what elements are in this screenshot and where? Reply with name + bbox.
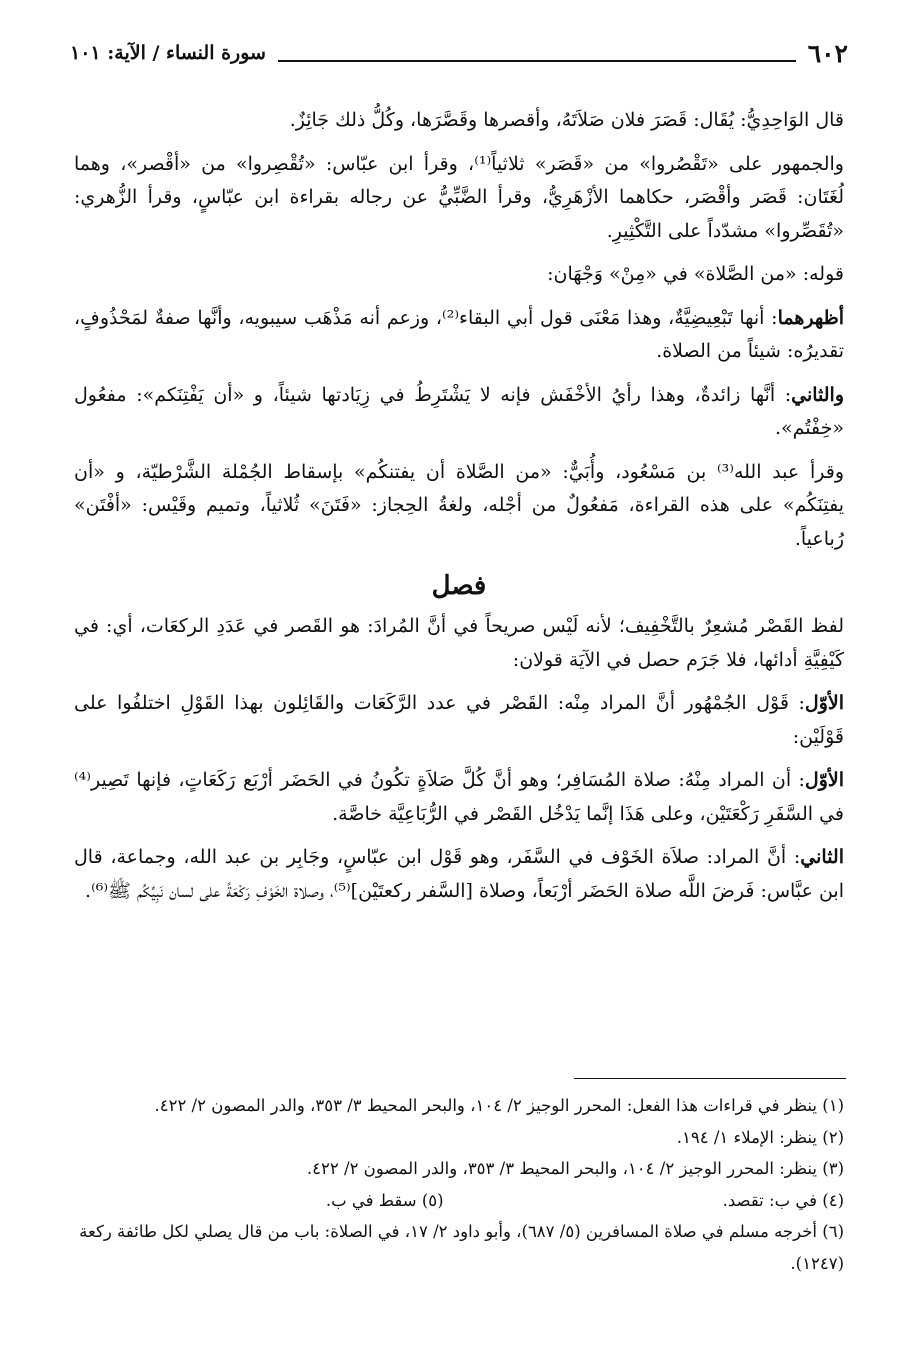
page-number: ٦٠٢ [807, 38, 848, 68]
footnote-row-4-5 [74, 1185, 844, 1217]
text-thani-1: : أنَّها زائدةٌ، وهذا رأيُ الأخْفَش فإنه لا يَشْتَرِطُ في زِيَادتها شيئاً، و «أن يَفْتِنَكم»: مفعُول «خِفْتُم». [74, 383, 844, 439]
paragraph-awwal-1 [74, 687, 844, 754]
paragraph-readings: والجمهور على «تَقْصُروا» من «قَصَر» ثلاثياً⁽¹⁾، وقرأ ابن عبّاس: «تُقْصِروا» من «أقْصر»، وهما لُغَتَان: قَصَر وأقْصَر، حكاهما الأزْهَرِيُّ، وقرأ الضَّبِّيُّ عن رجاله بقراءة ابن عبّاسٍ، وقرأ الزُّهري: «تُقَصِّروا» مشدّداً على التَّكْثِيرِ. [74, 152, 844, 242]
lead-thani-1: والثاني [791, 383, 844, 406]
main-text [74, 104, 844, 918]
paragraph-thani-2 [74, 841, 844, 908]
text-azhar: : أنها تَبْعِيضِيَّةٌ، وهذا مَعْنَى قول أبي البقاء⁽²⁾، وزعم أنه مَذْهَب سيبويه، وأنَّها صفةٌ لمَحْذُوفٍ، تقديرُه: شيئاً من الصلاة. [74, 306, 844, 362]
footnote-2: (٢) ينظر: الإملاء ١/ ١٩٤. [676, 1127, 844, 1147]
text-thani-2: : أنَّ المراد: صلاَة الخَوْف في السَّفَر، وهو قَوْل ابن عبّاسٍ، وجَابِر بن عبد الله، وجماعة، قال ابن عبَّاس: فَرضَ اللَّه صلاة الحَضَر أرْبَعاً، وصلاة [السَّفر ركعتَيْن]⁽⁵⁾، وصلاة الخَوْفِ رَكْعَةً على لسان نَبِيِّكُم ﷺ⁽⁶⁾. [74, 846, 844, 902]
paragraph-azhar [74, 302, 844, 369]
text-awwal-2: : أن المراد مِنْهُ: صلاة المُسَافِر؛ وهو أنَّ كُلَّ صَلاَةٍ تكُونُ في الحَضَر أرْبَع رَكَعَاتٍ، فإنها تَصِير⁽⁴⁾ في السَّفَرِ رَكْعَتَيْن، وعلى هَذَا إنَّما يَدْخُل القَصْر في الرُّبَاعِيَّة خاصَّة. [74, 769, 844, 825]
section-title: فصل [431, 571, 487, 601]
lead-thani-2: الثاني [800, 846, 844, 868]
footnotes [74, 1090, 844, 1279]
paragraph-awwal-2 [74, 764, 844, 831]
lead-awwal-2: الأوّل [804, 769, 844, 791]
paragraph-lafz: لفظ القَصْر مُشعِرٌ بالتَّخْفِيف؛ لأنه لَيْس صريحاً في أنَّ المُرادَ: هو القَصر في عَدَدِ الركعَات، أي: في كَيْفِيَّةِ أدائها، فلا جَرَم حصل في الآيَة قولان: [74, 615, 844, 671]
paragraph-thani-1 [74, 379, 844, 446]
footnote-1: (١) ينظر في قراءات هذا الفعل: المحرر الوجيز ٢/ ١٠٤، والبحر المحيط ٣/ ٣٥٣، والدر المصون ٢/ ٤٢٢. [154, 1096, 844, 1115]
footnote-4: (٤) في ب: تقصد. [722, 1190, 844, 1210]
lead-awwal-1: الأوّل [804, 692, 844, 714]
footnote-3: (٣) ينظر: المحرر الوجيز ٢/ ١٠٤، والبحر المحيط ٣/ ٣٥٣، والدر المصون ٢/ ٤٢٢. [306, 1159, 844, 1178]
text-awwal-1: : قَوْل الجُمْهُور أنَّ المراد مِنْه: القَصْر في عدد الرَّكَعَات والقَائِلون بهذا القَوْلِ اختلفُوا على قَوْلَيْن: [74, 692, 844, 748]
paragraph-wahidi: قال الوَاحِدِيُّ: يُقَال: قَصَرَ فلان صَلاَتَهُ، وأقصرها وقَصَّرَها، وكُلُّ ذلك جَائِزٌ. [289, 109, 844, 131]
header-rule [278, 60, 796, 62]
footnote-6: (٦) أخرجه مسلم في صلاة المسافرين (٥/ ٦٨٧)، وأبو داود ٢/ ١٧، في الصلاة: باب من قال يصلي لكل طائفة ركعة (١٢٤٧). [79, 1222, 844, 1273]
footnote-separator [574, 1078, 846, 1079]
lead-azhar: أظهرهما [777, 306, 844, 329]
paragraph-min-wajhan: قوله: «من الصَّلاة» في «مِنْ» وَجْهَان: [547, 263, 844, 285]
running-title: سورة النساء / الآية: ١٠١ [70, 42, 266, 64]
paragraph-ibn-masud: وقرأ عبد الله⁽³⁾ بن مَسْعُود، وأُبَيٌّ: «من الصَّلاة أن يفتنكُم» بإسقاط الجُمْلة الشَّرْطيّة، و «أن يفتِنَكُم» على هذه القراءة، مَفعُولٌ من أجْله، ولغةُ الحِجاز: «فَتَنَ» ثُلاثياً، وتميم وقَيْس: «أفْتَن» رُباعياً. [74, 460, 844, 550]
page-header [70, 36, 848, 70]
footnote-5: (٥) سقط في ب. [325, 1190, 444, 1210]
